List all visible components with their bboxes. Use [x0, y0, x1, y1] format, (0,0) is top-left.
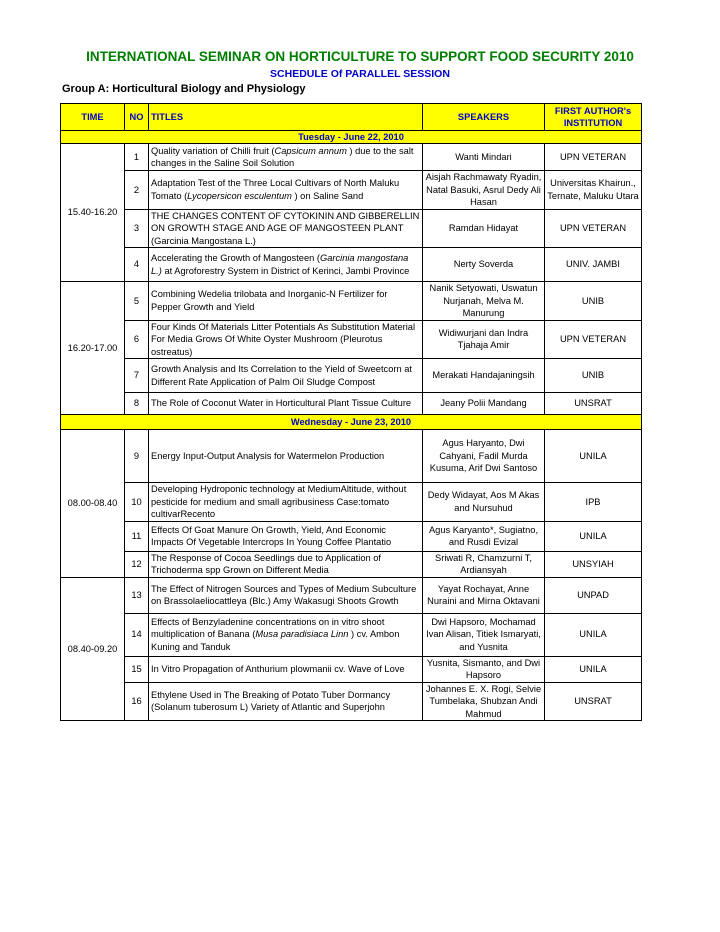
speakers: Yayat Rochayat, Anne Nuraini and Mirna Oktavani — [423, 577, 545, 613]
paper-title — [149, 393, 423, 415]
title-segment: Effects Of Goat Manure On Growth, Yield, And Economic Impacts Of Vegetable Intercrops In Young Coffee Plantatio — [151, 524, 392, 547]
paper-title — [149, 551, 423, 577]
institution: UNIB — [545, 359, 642, 393]
speakers: Nanik Setyowati, Uswatun Nurjanah, Melva M. Manurung — [423, 282, 545, 321]
title-segment: The Role of Coconut Water in Horticultural Plant Tissue Culture — [151, 398, 412, 409]
title-italic-segment: Capsicum annum — [274, 145, 347, 156]
paper-title — [149, 248, 423, 282]
speakers: Nerty Soverda — [423, 248, 545, 282]
paper-number: 5 — [125, 282, 149, 321]
speakers: Johannes E. X. Rogi, Selvie Tumbelaka, Shubzan Andi Mahmud — [423, 682, 545, 721]
paper-number: 1 — [125, 144, 149, 171]
page-subtitle: SCHEDULE Of PARALLEL SESSION — [270, 68, 450, 80]
table-row — [61, 682, 642, 721]
title-segment: Ethylene Used in The Breaking of Potato Tuber Dormancy (Solanum tuberosum L) Variety of Atlantic and Superjohn — [151, 689, 391, 713]
day-label: Wednesday - June 23, 2010 — [61, 415, 642, 430]
paper-title — [149, 656, 423, 682]
title-segment: Quality variation of Chilli fruit ( — [151, 145, 275, 156]
institution: UNIV. JAMBI — [545, 248, 642, 282]
paper-number: 3 — [125, 209, 149, 248]
schedule-table — [60, 103, 642, 721]
institution: UNILA — [545, 613, 642, 656]
speakers: Dwi Hapsoro, Mochamad Ivan Alisan, Titiek Ismaryati, and Yusnita — [423, 613, 545, 656]
paper-number: 6 — [125, 320, 149, 359]
table-row — [61, 521, 642, 551]
paper-number: 9 — [125, 430, 149, 483]
title-segment: Developing Hydroponic technology at MediumAltitude, without pesticide for medium and small agribusiness Case:tomato cultivarRecento — [151, 484, 407, 519]
paper-title — [149, 577, 423, 613]
institution: UNPAD — [545, 577, 642, 613]
paper-title — [149, 682, 423, 721]
day-label: Tuesday - June 22, 2010 — [61, 131, 642, 144]
table-row — [61, 282, 642, 321]
speakers: Jeany Polii Mandang — [423, 393, 545, 415]
column-header-titles: TITLES — [149, 104, 423, 131]
paper-title — [149, 144, 423, 171]
session-time: 08.00-08.40 — [61, 430, 125, 578]
title-segment: Four Kinds Of Materials Litter Potentials As Substitution Material For Media Grows Of White Oyster Mushroom (Pleurotus ostreatus) — [151, 321, 416, 357]
day-header-row — [61, 415, 642, 430]
paper-title — [149, 430, 423, 483]
paper-number: 4 — [125, 248, 149, 282]
institution: IPB — [545, 483, 642, 522]
paper-number: 12 — [125, 551, 149, 577]
title-segment: The Response of Cocoa Seedlings due to Application of Trichoderma spp Grown on Different Media — [151, 552, 381, 575]
paper-number: 15 — [125, 656, 149, 682]
speakers: Yusnita, Sismanto, and Dwi Hapsoro — [423, 656, 545, 682]
paper-title — [149, 483, 423, 522]
paper-number: 8 — [125, 393, 149, 415]
institution: UPN VETERAN — [545, 320, 642, 359]
speakers: Agus Haryanto, Dwi Cahyani, Fadil Murda Kusuma, Arif Dwi Santoso — [423, 430, 545, 483]
title-segment: In Vitro Propagation of Anthurium plowmanii cv. Wave of Love — [151, 663, 405, 674]
paper-number: 16 — [125, 682, 149, 721]
table-row — [61, 248, 642, 282]
institution: UNILA — [545, 430, 642, 483]
paper-number: 10 — [125, 483, 149, 522]
table-row — [61, 171, 642, 210]
paper-number: 13 — [125, 577, 149, 613]
table-row — [61, 656, 642, 682]
column-header-speakers: SPEAKERS — [423, 104, 545, 131]
institution: UNIB — [545, 282, 642, 321]
speakers: Agus Karyanto*, Sugiatno, and Rusdi Evizal — [423, 521, 545, 551]
table-row — [61, 209, 642, 248]
group-heading: Group A: Horticultural Biology and Physiology — [62, 83, 306, 95]
title-segment: Energy Input-Output Analysis for Watermelon Production — [151, 450, 385, 461]
paper-title — [149, 209, 423, 248]
speakers: Ramdan Hidayat — [423, 209, 545, 248]
column-header-time: TIME — [61, 104, 125, 131]
title-segment: THE CHANGES CONTENT OF CYTOKININ AND GIBBERELLIN ON GROWTH STAGE AND AGE OF MANGOSTEEN PLANT (Garcinia Mangostana L.) — [151, 210, 420, 246]
paper-title — [149, 320, 423, 359]
institution: UNILA — [545, 521, 642, 551]
column-header-institution: FIRST AUTHOR's INSTITUTION — [545, 104, 642, 131]
paper-title — [149, 282, 423, 321]
table-row — [61, 577, 642, 613]
table-row — [61, 483, 642, 522]
day-header-row — [61, 131, 642, 144]
institution: Universitas Khairun., Ternate, Maluku Utara — [545, 171, 642, 210]
title-segment: ) due to the salt changes in the Saline Soil Solution — [151, 145, 414, 168]
institution: UPN VETERAN — [545, 209, 642, 248]
table-row — [61, 320, 642, 359]
title-segment: Accelerating the Growth of Mangosteen ( — [151, 253, 320, 263]
institution: UPN VETERAN — [545, 144, 642, 171]
table-row — [61, 359, 642, 393]
title-segment: Effects of Benzyladenine concentrations on in vitro shoot multiplication of Banana ( — [151, 616, 385, 640]
speakers: Dedy Widayat, Aos M Akas and Nursuhud — [423, 483, 545, 522]
speakers: Merakati Handajaningsih — [423, 359, 545, 393]
title-segment: at Agroforestry System in District of Kerinci, Jambi Province — [161, 265, 410, 276]
table-row — [61, 430, 642, 483]
title-segment: Growth Analysis and Its Correlation to the Yield of Sweetcorn at Different Rate Application of Palm Oil Sludge Compost — [151, 364, 412, 387]
title-italic-segment: Lycopersicon esculentum — [187, 190, 292, 201]
institution: UNILA — [545, 656, 642, 682]
title-segment: ) cv. Ambon Kuning and Tanduk — [151, 629, 400, 652]
title-italic-segment: Garcinia mangostana L.) — [151, 253, 409, 276]
table-header-row — [61, 104, 642, 131]
table-row — [61, 144, 642, 171]
institution: UNSYIAH — [545, 551, 642, 577]
title-segment: Combining Wedelia trilobata and Inorganic-N Fertilizer for Pepper Growth and Yield — [151, 289, 388, 312]
speakers: Sriwati R, Chamzurni T, Ardiansyah — [423, 551, 545, 577]
session-time: 16.20-17.00 — [61, 282, 125, 415]
speakers: Aisjah Rachmawaty Ryadin, Natal Basuki, Asrul Dedy Ali Hasan — [423, 171, 545, 210]
page-title: INTERNATIONAL SEMINAR ON HORTICULTURE TO SUPPORT FOOD SECURITY 2010 — [86, 49, 634, 64]
paper-number: 2 — [125, 171, 149, 210]
session-time: 08.40-09.20 — [61, 577, 125, 721]
speakers: Widiwurjani dan Indra Tjahaja Amir — [423, 320, 545, 359]
title-italic-segment: Musa paradisiaca Linn — [255, 629, 349, 640]
paper-number: 7 — [125, 359, 149, 393]
institution: UNSRAT — [545, 393, 642, 415]
session-time: 15.40-16.20 — [61, 144, 125, 282]
paper-title — [149, 613, 423, 656]
paper-title — [149, 359, 423, 393]
title-segment: Adaptation Test of the Three Local Cultivars of North Maluku Tomato ( — [151, 178, 400, 201]
paper-title — [149, 521, 423, 551]
title-segment: The Effect of Nitrogen Sources and Types of Medium Subculture on Brassolaeliocattleya (Blc.) Amy Wakasugi Shoots Growth — [151, 583, 417, 606]
table-row — [61, 551, 642, 577]
speakers: Wanti Mindari — [423, 144, 545, 171]
paper-number: 11 — [125, 521, 149, 551]
table-row — [61, 613, 642, 656]
schedule-body — [61, 131, 642, 721]
paper-title — [149, 171, 423, 210]
column-header-no: NO — [125, 104, 149, 131]
institution: UNSRAT — [545, 682, 642, 721]
table-row — [61, 393, 642, 415]
paper-number: 14 — [125, 613, 149, 656]
title-segment: ) on Saline Sand — [291, 190, 364, 201]
